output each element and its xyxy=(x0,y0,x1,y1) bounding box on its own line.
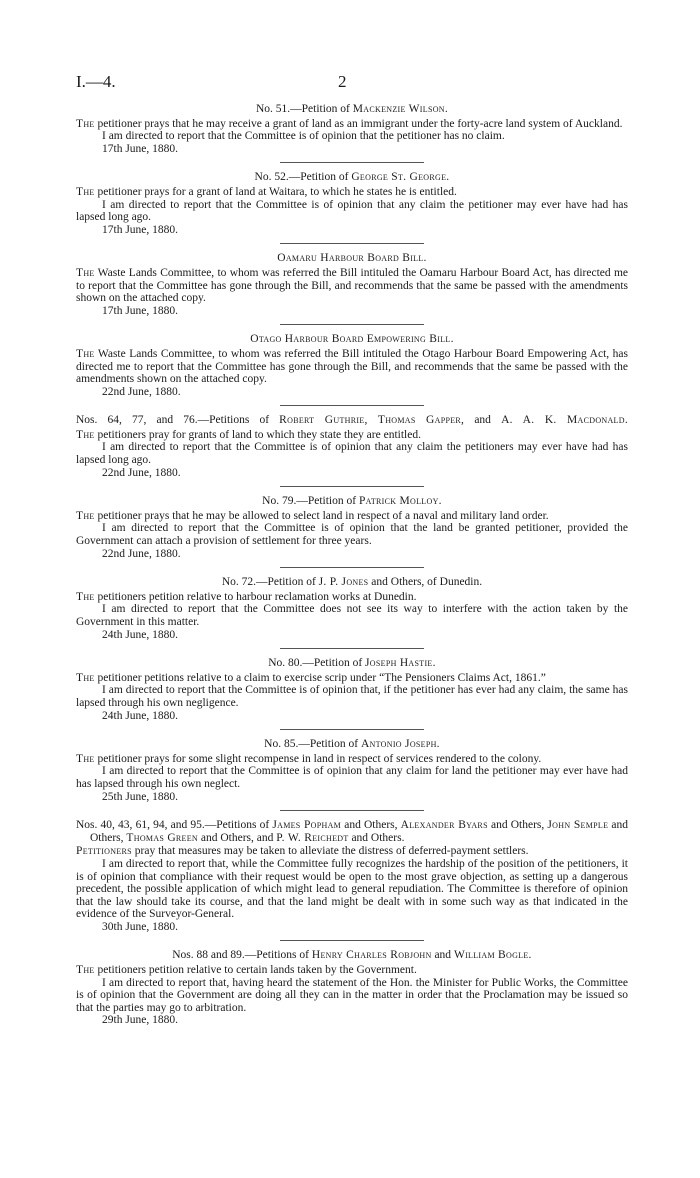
entry-title: No. 72.—Petition of J. P. Jones and Others, of Dunedin. xyxy=(221,576,483,589)
petition-entry xyxy=(76,495,628,560)
entry-date: 17th June, 1880. xyxy=(102,142,179,155)
entry-text: The petitioners petition relative to certain lands taken by the Government. xyxy=(76,964,417,977)
entry-text: The petitioner petitions relative to a claim to exercise scrip under “The Pensioners Claims Act, 1861.” xyxy=(76,671,546,684)
petition-entry xyxy=(76,171,628,236)
section-divider xyxy=(280,940,424,941)
petition-entry xyxy=(76,414,628,479)
section-divider xyxy=(280,243,424,244)
entry-report: I am directed to report that the Committee is of opinion that the petitioner has no claim. xyxy=(102,130,505,143)
entry-title: Nos. 64, 77, and 76.—Petitions of Robert Guthrie, Thomas Gapper, and A. A. K. Macdonald. xyxy=(76,414,628,427)
entry-title: No. 85.—Petition of Antonio Joseph. xyxy=(264,738,440,751)
section-divider xyxy=(280,324,424,325)
entry-title: No. 51.—Petition of Mackenzie Wilson. xyxy=(255,103,449,115)
entry-text: The petitioner prays for some slight recompense in land in respect of services rendered to the colony. xyxy=(76,752,542,765)
entry-date: 17th June, 1880. xyxy=(102,304,179,317)
entry-date: 24th June, 1880. xyxy=(102,709,179,722)
entry-date: 30th June, 1880. xyxy=(102,920,179,933)
entry-title: Nos. 88 and 89.—Petitions of Henry Charles Robjohn and William Bogle. xyxy=(172,949,532,962)
entry-date: 22nd June, 1880. xyxy=(102,385,181,398)
bill-entry xyxy=(76,333,628,398)
entry-date: 29th June, 1880. xyxy=(102,1014,179,1027)
page-number: 2 xyxy=(338,72,347,91)
entry-text: The Waste Lands Committee, to whom was referred the Bill intituled the Oamaru Harbour Board Act, has directed me to report that the Committee has gone through the Bill, and recommends that the same be passed with the amendments shown on the attached copy. xyxy=(76,266,628,305)
section-divider xyxy=(280,405,424,406)
entry-title: No. 80.—Petition of Joseph Hastie. xyxy=(268,657,436,670)
entry-title: Nos. 40, 43, 61, 94, and 95.—Petitions of James Popham and Others, Alexander Byars and Others, John Semple and Others, Thomas Green and Others, and P. W. Reichedt and Others. xyxy=(76,819,629,844)
entry-title: No. 79.—Petition of Patrick Molloy. xyxy=(262,495,442,508)
entry-report: I am directed to report that the Committee is of opinion that the land be granted petitioner, provided the Government can attach a provision of settlement for three years. xyxy=(76,522,628,548)
entry-title: Oamaru Harbour Board Bill. xyxy=(277,252,427,265)
document-id: I.—4. xyxy=(76,72,116,91)
entry-report: I am directed to report that the Committee does not see its way to interfere with the action taken by the Government in this matter. xyxy=(76,603,628,628)
section-divider xyxy=(280,162,424,163)
entry-report: I am directed to report that the Committee is of opinion that any claim the petitioner may ever have had has lapsed long ago. xyxy=(76,198,628,224)
entry-text: The petitioners pray for grants of land to which they state they are entitled. xyxy=(76,428,421,441)
entry-text: Petitioners pray that measures may be taken to alleviate the distress of deferred-payment settlers. xyxy=(76,845,529,858)
bill-entry xyxy=(76,252,628,317)
entry-text: The petitioners petition relative to harbour reclamation works at Dunedin. xyxy=(76,590,417,603)
entry-report: I am directed to report that, while the Committee fully recognizes the hardship of the position of the petitioners, it is of opinion that compliance with their request would be open to the most grave objection, as setting up a dangerous precedent, the possible application of which might lead to general repudiation. The Committee is therefore of opinion that the law should take its course, and that the land might be dealt with in some such way as that indicated in the evidence of the Surveyor-General. xyxy=(76,857,628,921)
entry-title: Otago Harbour Board Empowering Bill. xyxy=(250,333,454,346)
entry-text: The Waste Lands Committee, to whom was referred the Bill intituled the Otago Harbour Board Empowering Act, has directed me to report that the Committee has gone through the Bill, and recommends that the same be passed with the amendments shown on the attached copy. xyxy=(76,347,628,386)
report-content xyxy=(76,103,628,1027)
petition-entry xyxy=(76,819,628,933)
petition-entry xyxy=(76,576,628,641)
petition-entry xyxy=(76,657,628,722)
petition-entry xyxy=(76,103,628,155)
petition-entry xyxy=(76,738,628,803)
entry-report: I am directed to report that the Committee is of opinion that any claim the petitioners may ever have had has lapsed long ago. xyxy=(76,441,628,467)
section-divider xyxy=(280,648,424,649)
entry-date: 25th June, 1880. xyxy=(102,790,179,803)
section-divider xyxy=(280,567,424,568)
entry-text: The petitioner prays that he may be allowed to select land in respect of a naval and military land order. xyxy=(76,509,549,522)
entry-title: No. 52.—Petition of George St. George. xyxy=(254,171,450,184)
entry-report: I am directed to report that, having heard the statement of the Hon. the Minister for Public Works, the Committee is of opinion that the Government are doing all they can in the matter in order that the Proclamation may be issued so that the parties may go to arbitration. xyxy=(76,976,628,1014)
section-divider xyxy=(280,810,424,811)
entry-date: 24th June, 1880. xyxy=(102,628,179,641)
entry-report: I am directed to report that the Committee is of opinion that, if the petitioner has ever had any claim, the same has lapsed through his own negligence. xyxy=(76,684,628,709)
page-header xyxy=(76,72,628,92)
entry-report: I am directed to report that the Committee is of opinion that any claim for land the petitioner may ever have had has lapsed through his own neglect. xyxy=(76,765,628,790)
section-divider xyxy=(280,486,424,487)
entry-text: The petitioner prays that he may receive a grant of land as an immigrant under the forty-acre land system of Auckland. xyxy=(76,117,623,130)
entry-date: 17th June, 1880. xyxy=(102,223,179,236)
petition-entry xyxy=(76,949,628,1027)
entry-date: 22nd June, 1880. xyxy=(102,547,181,560)
section-divider xyxy=(280,729,424,730)
entry-text: The petitioner prays for a grant of land at Waitara, to which he states he is entitled. xyxy=(76,185,457,198)
entry-date: 22nd June, 1880. xyxy=(102,466,181,479)
